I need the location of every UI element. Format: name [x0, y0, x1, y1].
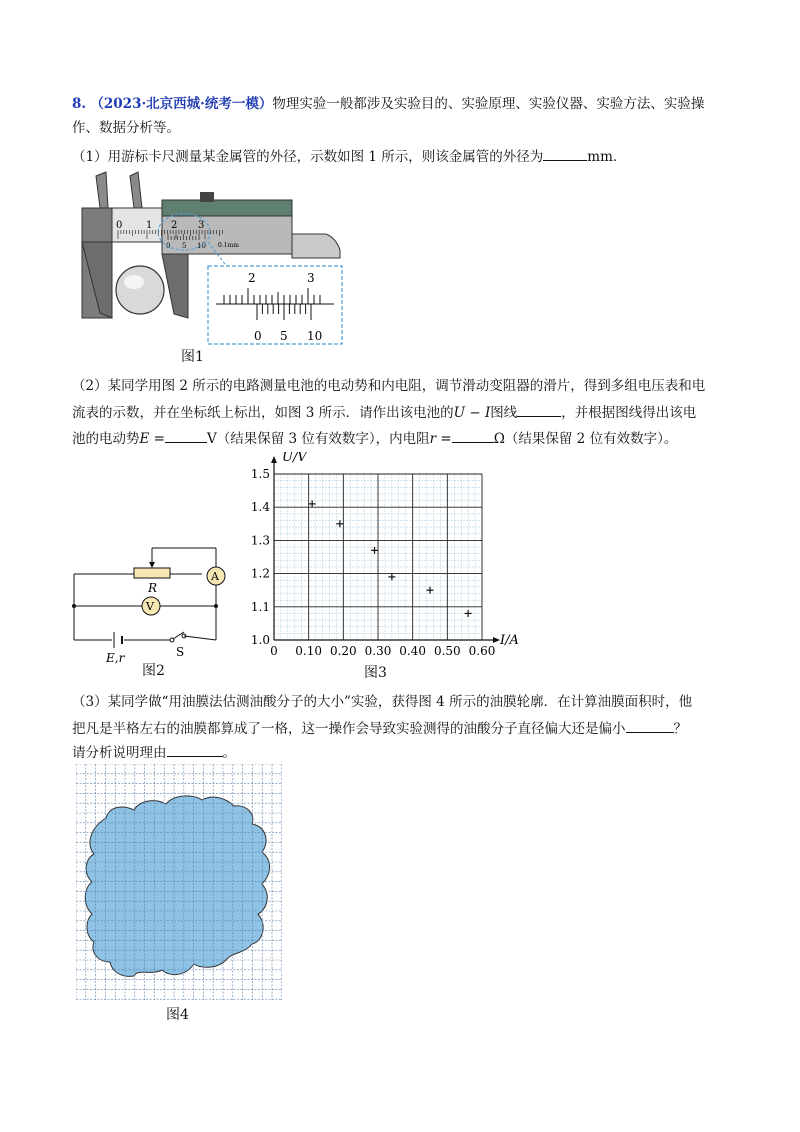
question-intro-2: 作、数据分析等。	[72, 120, 180, 136]
part3-line3	[72, 742, 236, 763]
resistance-symbol: r =	[429, 431, 452, 447]
y-tick-label: 1.3	[250, 533, 270, 548]
zoom-vernier-label-10: 10	[307, 329, 323, 343]
vernier-label-0: 0	[166, 242, 171, 250]
x-tick-label: 0.60	[468, 644, 496, 658]
x-tick-label: 0.40	[399, 644, 427, 658]
part1-unit: mm．	[587, 149, 627, 165]
part2-line3-b: V（结果保留 3 位有效数字），内电阻	[206, 431, 430, 447]
ammeter-label: A	[211, 570, 219, 583]
x-tick-label: 0	[270, 644, 278, 658]
zoom-main-label-2: 2	[248, 271, 256, 285]
part1-answer-blank[interactable]	[543, 146, 587, 161]
part1-text	[72, 146, 626, 167]
junction-right	[214, 604, 218, 608]
lock-screw	[200, 192, 214, 202]
part3-line1: （3）某同学做“用油膜法估测油酸分子的大小”实验，获得图 4 所示的油膜轮廓．在计算油膜面积时，他	[72, 694, 693, 710]
part2-line2-c: ，并根据图线得出该电	[561, 405, 697, 421]
part2-line2	[72, 402, 696, 423]
y-tick-label: 1.5	[250, 467, 270, 481]
data-point	[465, 610, 472, 617]
question-header	[72, 94, 704, 114]
main-scale-label-0: 0	[116, 220, 123, 231]
question-number: 8.	[72, 96, 87, 112]
voltmeter-label: V	[146, 600, 154, 613]
part2-line3-c: Ω（结果保留 2 位有效数字）。	[493, 431, 678, 447]
depth-tail	[292, 234, 340, 258]
lower-movable-jaw	[162, 254, 188, 318]
metal-tube	[116, 266, 164, 314]
data-point	[427, 587, 434, 594]
figure1-caption: 图1	[181, 349, 204, 365]
x-tick-label: 0.20	[329, 644, 357, 658]
emf-answer-blank[interactable]	[165, 428, 207, 443]
part2-line3	[72, 428, 677, 449]
upper-movable-jaw	[130, 172, 142, 208]
battery-label: E,r	[106, 651, 125, 665]
figure4-caption: 图4	[166, 1007, 189, 1023]
figure2-caption: 图2	[142, 663, 165, 679]
x-tick-label: 0.50	[433, 644, 461, 658]
rheostat	[134, 568, 170, 578]
chart-axes	[271, 456, 500, 643]
part3-line2-a: 把凡是半格左右的油膜都算成了一格，这一操作会导致实验测得的油酸分子直径偏大还是偏小	[72, 721, 626, 737]
switch-label: S	[176, 645, 185, 659]
data-point	[309, 500, 316, 507]
zoom-vernier-label-5: 5	[280, 329, 288, 343]
y-tick-labels	[251, 467, 270, 647]
ui-chart	[244, 452, 534, 662]
graph-answer-blank[interactable]	[517, 402, 561, 417]
y-axis-arrow	[271, 456, 277, 463]
part2-line1: （2）某同学用图 2 所示的电路测量电池的电动势和内电阻，调节滑动变阻器的滑片，得到多组电压表和电	[72, 378, 706, 394]
figure3-caption: 图3	[364, 665, 387, 681]
y-tick-label: 1.1	[250, 599, 270, 614]
part1-prompt: （1）用游标卡尺测量某金属管的外径，示数如图 1 所示，则该金属管的外径为	[72, 149, 544, 165]
y-tick-label: 1.0	[250, 633, 270, 647]
y-tick-label: 1.2	[250, 566, 270, 581]
x-axis-label: I/A	[500, 633, 519, 648]
resistance-answer-blank[interactable]	[452, 428, 494, 443]
vernier-label-10: 10	[197, 242, 206, 250]
zoom-main-label-3: 3	[307, 271, 315, 285]
x-axis-arrow	[493, 637, 500, 643]
part3-line2	[72, 718, 687, 739]
y-tick-label: 1.4	[250, 500, 270, 515]
part2-line2-b: 图线	[490, 405, 518, 421]
data-point	[371, 547, 378, 554]
data-point	[336, 520, 343, 527]
zoom-vernier-label-0: 0	[254, 329, 262, 343]
data-point	[388, 573, 395, 580]
vernier-precision-label: 0.1mm	[218, 242, 239, 249]
part2-line3-a: 池的电动势	[72, 431, 140, 447]
main-scale-label-2: 2	[171, 220, 178, 231]
x-tick-labels	[270, 644, 495, 658]
film-answer-blank[interactable]	[626, 718, 674, 733]
part3-line2-b: ？	[673, 721, 687, 737]
circuit-figure	[66, 540, 236, 670]
part2-line2-a: 流表的示数，并在坐标纸上标出，如图 3 所示．请作出该电池的	[72, 405, 454, 421]
ui-symbol: U − I	[453, 405, 491, 421]
y-axis-label: U/V	[282, 452, 307, 465]
chart-major-grid	[274, 474, 482, 640]
question-intro-1: 物理实验一般都涉及实验目的、实验原理、实验仪器、实验方法、实验操	[272, 96, 705, 112]
vernier-caliper-figure	[78, 168, 348, 348]
part3-line3-a: 请分析说明理由	[72, 745, 167, 761]
upper-fixed-jaw	[96, 172, 108, 208]
question-source: （2023·北京西城·统考一模）	[90, 96, 273, 112]
x-tick-label: 0.10	[295, 644, 323, 658]
main-scale-label-3: 3	[198, 220, 205, 231]
oil-film-figure	[76, 764, 282, 1000]
reason-answer-blank[interactable]	[167, 742, 223, 757]
vernier-label-5: 5	[182, 242, 187, 250]
main-scale-label-1: 1	[146, 220, 153, 231]
junction-left	[72, 604, 76, 608]
x-tick-label: 0.30	[364, 644, 392, 658]
slider-arrow	[149, 562, 155, 568]
rheostat-label: R	[148, 581, 158, 595]
emf-symbol: E =	[139, 431, 165, 447]
part3-line3-b: 。	[222, 745, 236, 761]
tube-highlight	[124, 275, 144, 289]
